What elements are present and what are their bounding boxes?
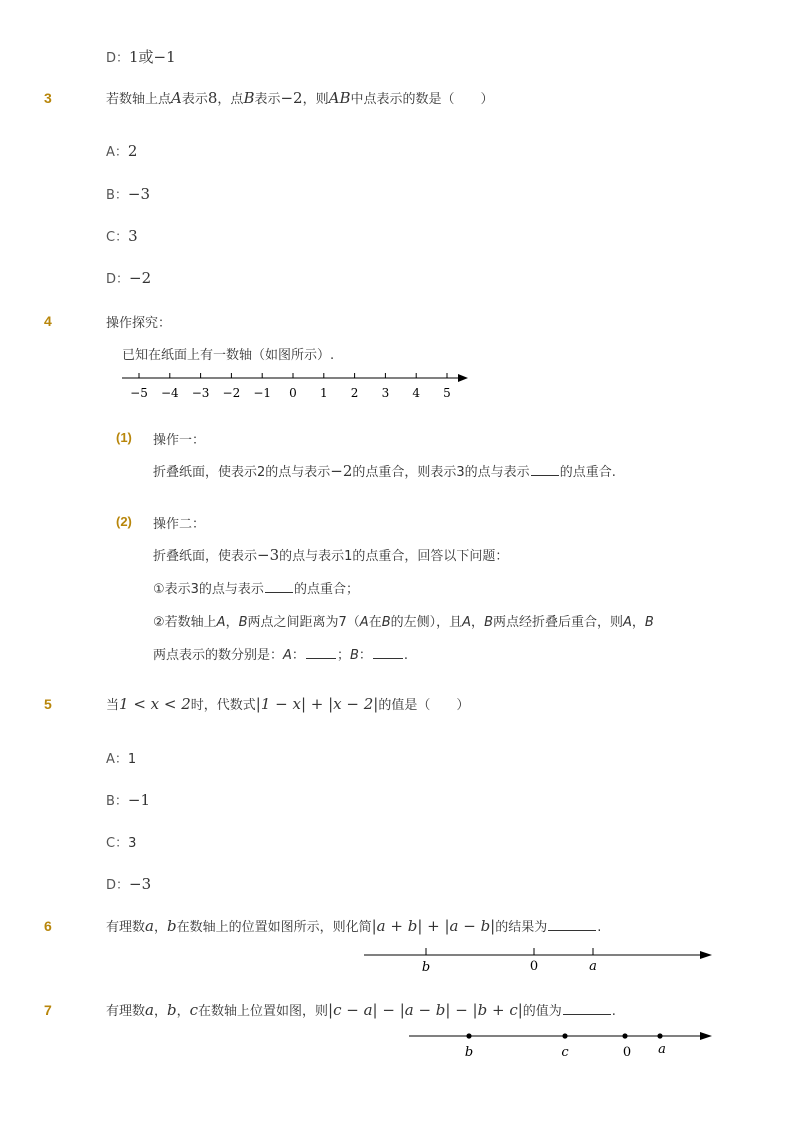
tick-label: 3 [381, 386, 390, 400]
q6-number-line [360, 942, 720, 976]
tick-label: 1 [319, 386, 328, 400]
q4-part2-title: 操作二： [153, 517, 206, 532]
q4-part1-title: 操作一： [153, 433, 206, 448]
stem-text: 表示 [181, 92, 208, 107]
answer-blank[interactable] [306, 646, 336, 659]
q3-option-b[interactable] [106, 184, 150, 203]
option-value: −2 [129, 269, 152, 287]
option-label: D： [106, 878, 130, 893]
tick-group [130, 373, 451, 400]
stem-text: 两点之间距离为7（ [247, 615, 360, 630]
stem-text: 折叠纸面，使表示2的点与表示 [153, 465, 331, 480]
q5-stem [106, 694, 469, 713]
q7-stem [106, 1000, 616, 1019]
label-a: a [658, 1042, 666, 1057]
stem-text: 两点经折叠后重合，则 [492, 615, 623, 630]
math-var: A [623, 615, 632, 630]
question-number: 7 [44, 1002, 52, 1018]
tick-label: −1 [253, 386, 272, 400]
math-var: B [381, 615, 391, 630]
option-label: A： [106, 752, 128, 767]
q4-part2-number: (2) [116, 514, 132, 529]
option-label: B： [106, 794, 128, 809]
math-expr: |1 − x| + |x − 2| [255, 695, 379, 713]
q7-number-line [405, 1026, 720, 1062]
stem-text: 在 [368, 615, 382, 630]
stem-text: 当 [106, 698, 120, 713]
option-value: 1 [127, 752, 137, 767]
math-num: −2 [330, 462, 353, 480]
stem-text: ， [153, 1004, 167, 1019]
axis-arrow [700, 1032, 712, 1040]
stem-text: ②若数轴上 [153, 615, 217, 630]
q4-part2-line2 [153, 578, 359, 597]
answer-blank[interactable] [531, 463, 559, 476]
math-num: 8 [207, 89, 218, 107]
label-b: b [421, 960, 431, 975]
math-var: c [189, 1001, 199, 1019]
option-value: 1或−1 [129, 48, 176, 66]
q3-option-a[interactable] [106, 141, 137, 160]
stem-text: ，则 [302, 92, 329, 107]
math-expr: |a + b| + |a − b| [371, 917, 496, 935]
stem-text: ， [631, 615, 645, 630]
stem-text: 的点重合，则表示3的点与表示 [352, 465, 530, 480]
math-var: B [238, 615, 248, 630]
stem-text: ； [336, 648, 350, 663]
stem-text: ，点 [217, 92, 244, 107]
point-a [657, 1033, 662, 1038]
math-num: −3 [257, 546, 280, 564]
stem-text: 的值是（ ） [378, 698, 470, 713]
stem-text: ， [471, 615, 485, 630]
stem-text: 若数轴上点 [106, 92, 172, 107]
option-value: 3 [128, 836, 137, 851]
label-b: b [464, 1045, 474, 1060]
option-label: C： [106, 836, 129, 851]
math-var: a [145, 917, 154, 935]
q5-option-b[interactable] [106, 790, 150, 809]
math-var: A [216, 615, 226, 630]
math-var: A [462, 615, 472, 630]
stem-text: 有理数 [106, 920, 146, 935]
q4-part2-line4 [153, 644, 408, 663]
math-var: A [359, 615, 369, 630]
stem-text: 表示 [254, 92, 281, 107]
label-zero: 0 [622, 1045, 632, 1060]
q3-option-c[interactable] [106, 226, 138, 245]
point-b [466, 1033, 471, 1038]
math-expr: |c − a| − |a − b| − |b + c| [328, 1001, 523, 1019]
stem-text: 的值为 [522, 1004, 562, 1019]
option-value: 2 [127, 142, 138, 160]
answer-blank[interactable] [563, 1002, 611, 1015]
stem-text: ， [225, 615, 239, 630]
tick-label: −3 [191, 386, 210, 400]
stem-text: 时，代数式 [190, 698, 256, 713]
stem-text: 的点重合； [293, 582, 359, 597]
option-value: −3 [129, 875, 152, 893]
math-var: B [644, 615, 654, 630]
q4-part2-line3 [153, 611, 654, 630]
stem-text: . [597, 920, 602, 935]
stem-text: 的点与表示1的点重合，回答以下问题： [279, 549, 509, 564]
stem-text: 两点表示的数分别是： [153, 648, 284, 663]
math-var: A [171, 89, 182, 107]
stem-text: 的点重合. [559, 465, 616, 480]
answer-blank[interactable] [265, 580, 293, 593]
tick-label: 5 [443, 386, 451, 400]
math-var: b [166, 1001, 177, 1019]
option-label: D： [106, 272, 130, 287]
option-value: 3 [128, 227, 138, 245]
stem-text: ， [176, 1004, 190, 1019]
q2-option-d[interactable] [106, 46, 176, 67]
q5-option-d[interactable] [106, 874, 151, 893]
math-var: AB [328, 89, 351, 107]
axis-arrow [458, 374, 468, 382]
q3-stem [106, 88, 494, 107]
answer-blank[interactable] [373, 646, 403, 659]
q3-option-d[interactable] [106, 268, 151, 287]
question-number: 4 [44, 313, 52, 329]
option-label: A： [106, 145, 128, 160]
label-zero: 0 [529, 959, 539, 974]
stem-text: 的结果为 [495, 920, 548, 935]
q4-intro: 已知在纸面上有一数轴（如图所示）. [122, 348, 335, 363]
stem-text: ①表示3的点与表示 [153, 582, 264, 597]
q4-title: 操作探究： [106, 316, 172, 331]
label-c: c [561, 1045, 569, 1060]
math-var: B [243, 89, 255, 107]
math-expr: 1 < x < 2 [119, 695, 191, 713]
tick-label: 2 [350, 386, 359, 400]
math-var: B [349, 648, 359, 663]
tick-label: −5 [130, 386, 148, 400]
option-value: −1 [127, 791, 151, 809]
point-zero [622, 1033, 627, 1038]
q4-number-line [118, 368, 478, 404]
stem-text: 在数轴上的位置如图所示，则化简 [176, 920, 372, 935]
stem-text: 在数轴上位置如图，则 [198, 1004, 329, 1019]
option-label: B： [106, 188, 128, 203]
q4-part1-text [153, 461, 616, 480]
answer-blank[interactable] [548, 918, 596, 931]
option-label: C： [106, 230, 129, 245]
q5-option-c[interactable] [106, 832, 136, 851]
option-label: D： [106, 51, 130, 66]
q4-part1-number: (1) [116, 430, 132, 445]
tick-label: 0 [289, 386, 297, 400]
q4-part2-line1 [153, 545, 508, 564]
tick-label: 4 [412, 386, 421, 400]
option-value: −3 [127, 185, 151, 203]
question-number: 5 [44, 696, 52, 712]
stem-text: ： [291, 648, 305, 663]
stem-text: ， [153, 920, 167, 935]
point-c [562, 1033, 567, 1038]
q5-option-a[interactable] [106, 748, 136, 767]
question-number: 3 [44, 90, 52, 106]
math-var: B [484, 615, 493, 630]
stem-text: ： [358, 648, 372, 663]
stem-text: 折叠纸面，使表示 [153, 549, 258, 564]
q6-stem [106, 916, 601, 935]
math-var: b [166, 917, 177, 935]
math-var: A [283, 648, 292, 663]
stem-text: 的左侧），且 [390, 615, 463, 630]
stem-text: . [611, 1004, 616, 1019]
label-a: a [589, 959, 597, 974]
axis-arrow [700, 951, 712, 959]
stem-text: 有理数 [106, 1004, 146, 1019]
question-number: 6 [44, 918, 52, 934]
stem-text: 中点表示的数是（ ） [350, 92, 494, 107]
math-num: −2 [280, 89, 303, 107]
tick-label: −2 [222, 386, 241, 400]
math-var: a [145, 1001, 154, 1019]
tick-label: −4 [160, 386, 179, 400]
stem-text: . [403, 648, 409, 663]
